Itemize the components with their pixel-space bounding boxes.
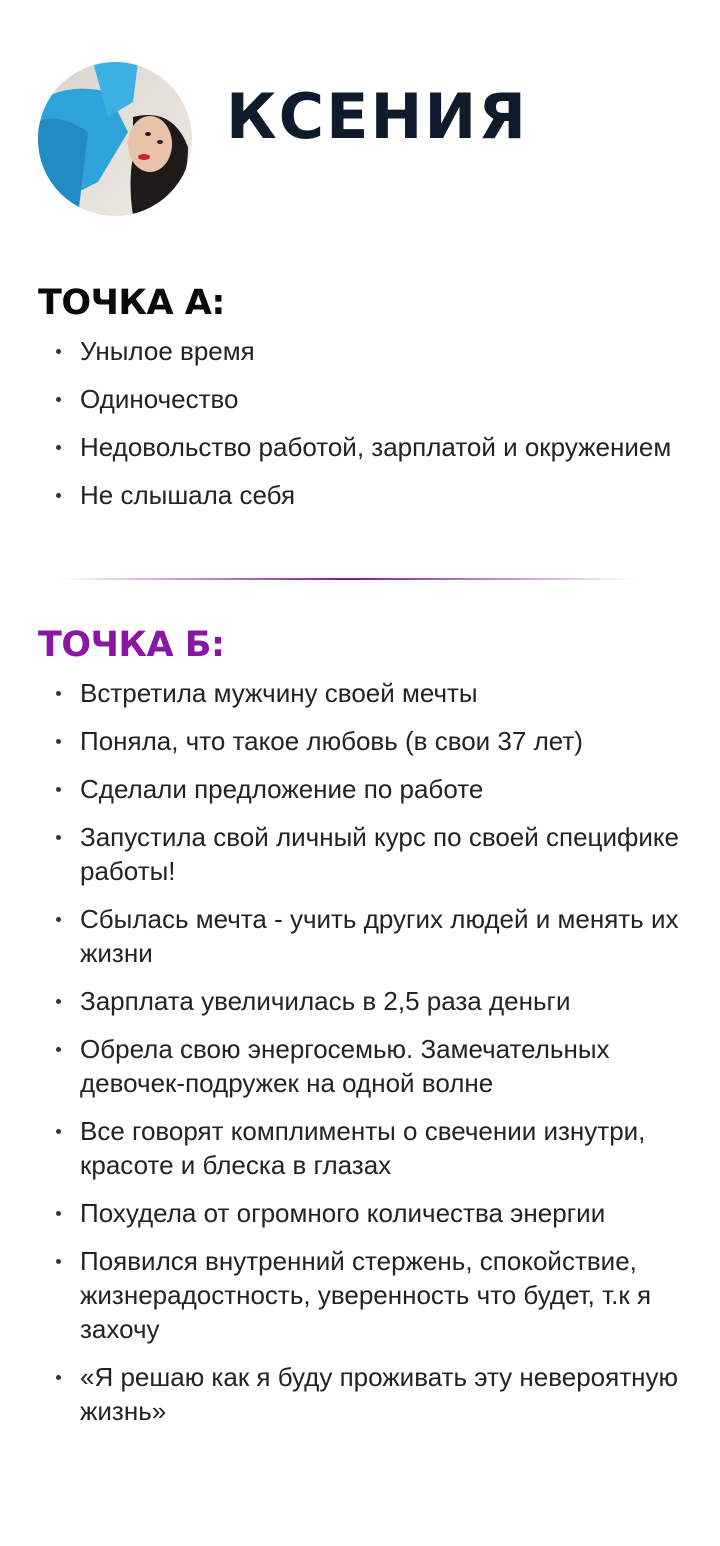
bullet-icon: [56, 691, 61, 696]
bullet-icon: [56, 397, 61, 402]
list-item: «Я решаю как я буду проживать эту невероятную жизнь»: [38, 1360, 688, 1428]
point-b-section: [38, 624, 688, 1442]
avatar: [38, 62, 192, 216]
bullet-icon: [56, 787, 61, 792]
bullet-icon: [56, 739, 61, 744]
bullet-icon: [56, 835, 61, 840]
point-a-list: [38, 334, 688, 512]
list-item: Сделали предложение по работе: [38, 772, 688, 806]
list-item: Зарплата увеличилась в 2,5 раза деньги: [38, 984, 688, 1018]
list-item: Не слышала себя: [38, 478, 688, 512]
bullet-icon: [56, 1211, 61, 1216]
bullet-icon: [56, 1129, 61, 1134]
list-item: Недовольство работой, зарплатой и окружением: [38, 430, 688, 464]
bullet-icon: [56, 999, 61, 1004]
bullet-icon: [56, 1375, 61, 1380]
profile-name: КСЕНИЯ: [226, 80, 529, 153]
profile-header: [38, 62, 698, 218]
list-item: Поняла, что такое любовь (в свои 37 лет): [38, 724, 688, 758]
list-item: Встретила мужчину своей мечты: [38, 676, 688, 710]
bullet-icon: [56, 445, 61, 450]
list-item: Одиночество: [38, 382, 688, 416]
point-b-list: [38, 676, 688, 1428]
section-divider: [58, 578, 638, 580]
bullet-icon: [56, 349, 61, 354]
point-a-section: [38, 282, 688, 526]
list-item: Унылое время: [38, 334, 688, 368]
bullet-icon: [56, 493, 61, 498]
point-b-title: ТОЧКА Б:: [38, 625, 225, 665]
list-item: Все говорят комплименты о свечении изнутри, красоте и блеска в глазах: [38, 1114, 688, 1182]
avatar-photo-icon: [38, 62, 192, 216]
point-a-title: ТОЧКА А:: [38, 283, 225, 323]
list-item: Похудела от огромного количества энергии: [38, 1196, 688, 1230]
list-item: Сбылась мечта - учить других людей и менять их жизни: [38, 902, 688, 970]
bullet-icon: [56, 917, 61, 922]
list-item: Появился внутренний стержень, спокойствие, жизнерадостность, уверенность что будет, т.к я захочу: [38, 1244, 688, 1346]
bullet-icon: [56, 1259, 61, 1264]
bullet-icon: [56, 1047, 61, 1052]
list-item: Запустила свой личный курс по своей специфике работы!: [38, 820, 688, 888]
list-item: Обрела свою энергосемью. Замечательных девочек-подружек на одной волне: [38, 1032, 688, 1100]
